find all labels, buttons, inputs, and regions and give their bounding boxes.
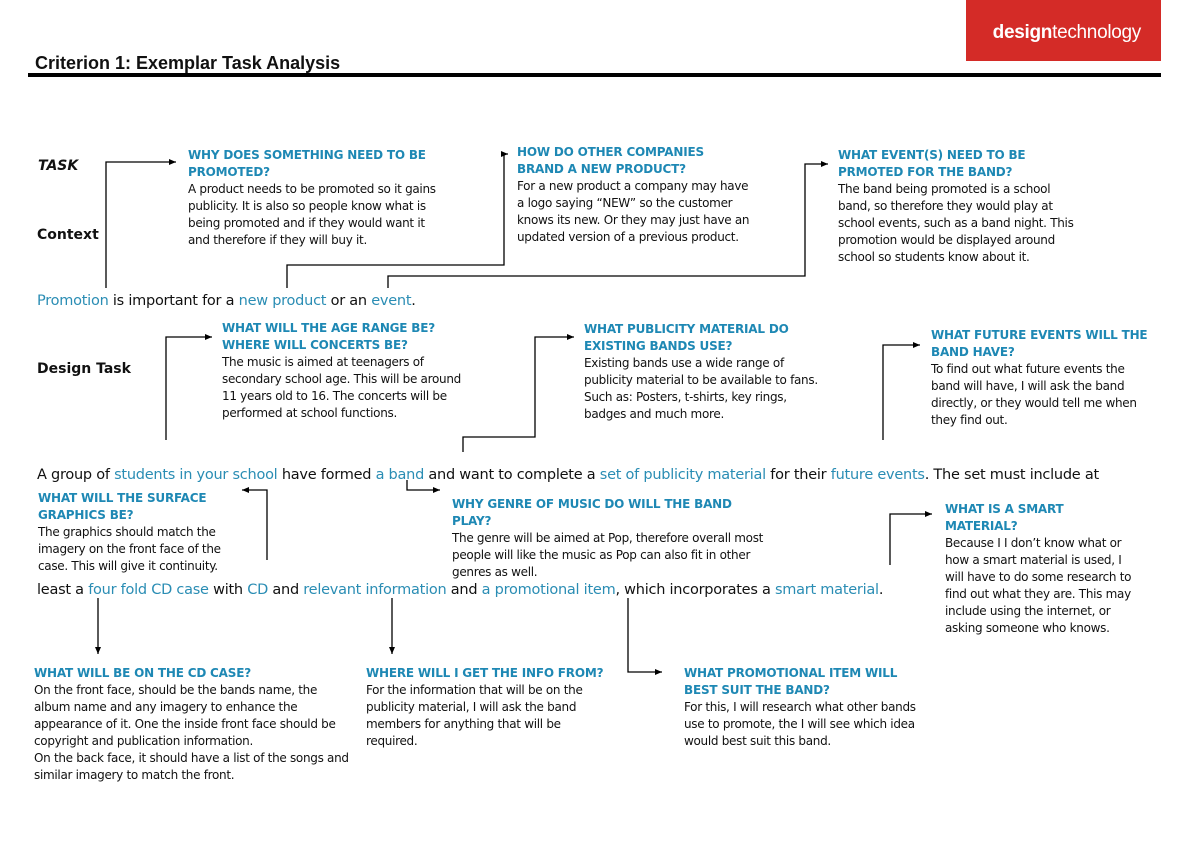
sentence-text: and want to complete a <box>424 467 600 483</box>
context-label: Context <box>37 227 99 243</box>
box-events-promoted <box>838 147 1078 266</box>
answer-promo-item: For this, I will research what other bands use to promote, the I will see which idea would best suit this band. <box>684 700 916 748</box>
design-sentence-line2 <box>37 582 883 598</box>
answer-future-events: To find out what future events the band will have, I will ask the band directly, or they would tell me when they find out. <box>931 362 1137 427</box>
design-task-label: Design Task <box>37 361 131 377</box>
connector-publicity <box>463 337 574 452</box>
highlighted-term: smart material <box>774 582 879 598</box>
highlighted-term: Promotion <box>37 293 109 309</box>
answer-genre: The genre will be aimed at Pop, therefore overall most people will like the music as Pop can also fit in other genres as well. <box>452 531 764 579</box>
answer-publicity-material: Existing bands use a wide range of publicity material to be available to fans. Such as: Posters, t-shirts, key rings, badges and much more. <box>584 356 818 421</box>
design-sentence-line1 <box>37 467 1099 483</box>
question-surface-graphics: WHAT WILL THE SURFACE GRAPHICS BE? <box>38 491 207 522</box>
box-genre <box>452 496 772 581</box>
box-why-promoted <box>188 147 438 249</box>
brand-light: technology <box>1052 22 1141 43</box>
title-divider <box>28 73 1161 77</box>
connector-promo-item <box>628 598 662 672</box>
box-publicity-material <box>584 321 824 423</box>
highlighted-term: a band <box>375 467 425 483</box>
highlighted-term: future events <box>830 467 925 483</box>
question-info-source: WHERE WILL I GET THE INFO FROM? <box>366 666 604 680</box>
answer-events-promoted: The band being promoted is a school band, so therefore they would play at school events, such as a band night. This promotion would be displayed around school so students know about it. <box>838 182 1074 264</box>
box-other-companies <box>517 144 752 246</box>
sentence-text: with <box>208 582 248 598</box>
sentence-text: for their <box>765 467 831 483</box>
brand-logo <box>966 0 1161 61</box>
answer-surface-graphics: The graphics should match the imagery on the front face of the case. This will give it continuity. <box>38 525 221 573</box>
highlighted-term: CD <box>247 582 269 598</box>
sentence-text: . The set must include at <box>924 467 1099 483</box>
highlighted-term: a promotional item <box>481 582 616 598</box>
box-info-source <box>366 665 606 750</box>
answer-smart-material: Because I I don’t know what or how a smart material is used, I will have to do some research to find out what they are. This may include using the internet, or asking someone who knows. <box>945 536 1132 635</box>
highlighted-term: students in your school <box>114 467 278 483</box>
answer-info-source: For the information that will be on the publicity material, I will ask the band members for anything that will be required. <box>366 683 583 748</box>
answer-cd-case: On the front face, should be the bands name, the album name and any imagery to enhance the appearance of it. One the inside front face should be copyright and publication information. <box>34 683 336 748</box>
sentence-text: , which incorporates a <box>615 582 775 598</box>
highlighted-term: relevant information <box>303 582 447 598</box>
sentence-text: . <box>411 293 416 309</box>
sentence-text: and <box>446 582 482 598</box>
sentence-text: least a <box>37 582 89 598</box>
question-promo-item: WHAT PROMOTIONAL ITEM WILL BEST SUIT THE BAND? <box>684 666 898 697</box>
answer-other-companies: For a new product a company may have a logo saying “NEW” so the customer knows its new. Or they may just have an updated version of a previous product. <box>517 179 750 244</box>
box-surface-graphics <box>38 490 248 575</box>
question-future-events: WHAT FUTURE EVENTS WILL THE BAND HAVE? <box>931 328 1148 359</box>
connector-age-range <box>166 337 212 440</box>
sentence-text: is important for a <box>108 293 239 309</box>
sentence-text: . <box>878 582 884 598</box>
page-title: Criterion 1: Exemplar Task Analysis <box>35 53 341 73</box>
brand-bold: design <box>992 22 1053 43</box>
sentence-text: have formed <box>277 467 376 483</box>
question-why-promoted: WHY DOES SOMETHING NEED TO BE PROMOTED? <box>188 148 426 179</box>
question-age-range: WHAT WILL THE AGE RANGE BE? WHERE WILL CONCERTS BE? <box>222 321 435 352</box>
connector-future-events <box>883 345 920 440</box>
highlighted-term: event <box>371 293 412 309</box>
task-label: TASK <box>38 158 79 174</box>
question-events-promoted: WHAT EVENT(S) NEED TO BE PRMOTED FOR THE BAND? <box>838 148 1026 179</box>
question-other-companies: HOW DO OTHER COMPANIES BRAND A NEW PRODUCT? <box>517 145 704 176</box>
box-smart-material <box>945 501 1135 637</box>
box-age-range <box>222 320 467 422</box>
box-promo-item <box>684 665 924 750</box>
answer-why-promoted: A product needs to be promoted so it gains publicity. It is also so people know what is being promoted and if they would want it and therefore if they will buy it. <box>188 182 436 247</box>
context-sentence <box>37 293 416 309</box>
question-cd-case: WHAT WILL BE ON THE CD CASE? <box>34 666 251 680</box>
question-publicity-material: WHAT PUBLICITY MATERIAL DO EXISTING BANDS USE? <box>584 322 789 353</box>
answer-cd-case-back: On the back face, it should have a list of the songs and similar imagery to match the front. <box>34 751 349 782</box>
question-genre: WHY GENRE OF MUSIC DO WILL THE BAND PLAY? <box>452 497 732 528</box>
answer-age-range: The music is aimed at teenagers of secondary school age. This will be around 11 years old to 16. The concerts will be performed at school functions. <box>222 355 461 420</box>
box-future-events <box>931 327 1156 429</box>
highlighted-term: four fold CD case <box>88 582 209 598</box>
highlighted-term: set of publicity material <box>599 467 766 483</box>
sentence-text: or an <box>326 293 372 309</box>
box-cd-case <box>34 665 354 784</box>
question-smart-material: WHAT IS A SMART MATERIAL? <box>945 502 1064 533</box>
sentence-text: and <box>268 582 304 598</box>
connector-why-promoted <box>106 162 176 288</box>
connector-smart-material <box>890 514 932 565</box>
highlighted-term: new product <box>238 293 327 309</box>
sentence-text: A group of <box>37 467 115 483</box>
brand-text <box>993 22 1141 44</box>
